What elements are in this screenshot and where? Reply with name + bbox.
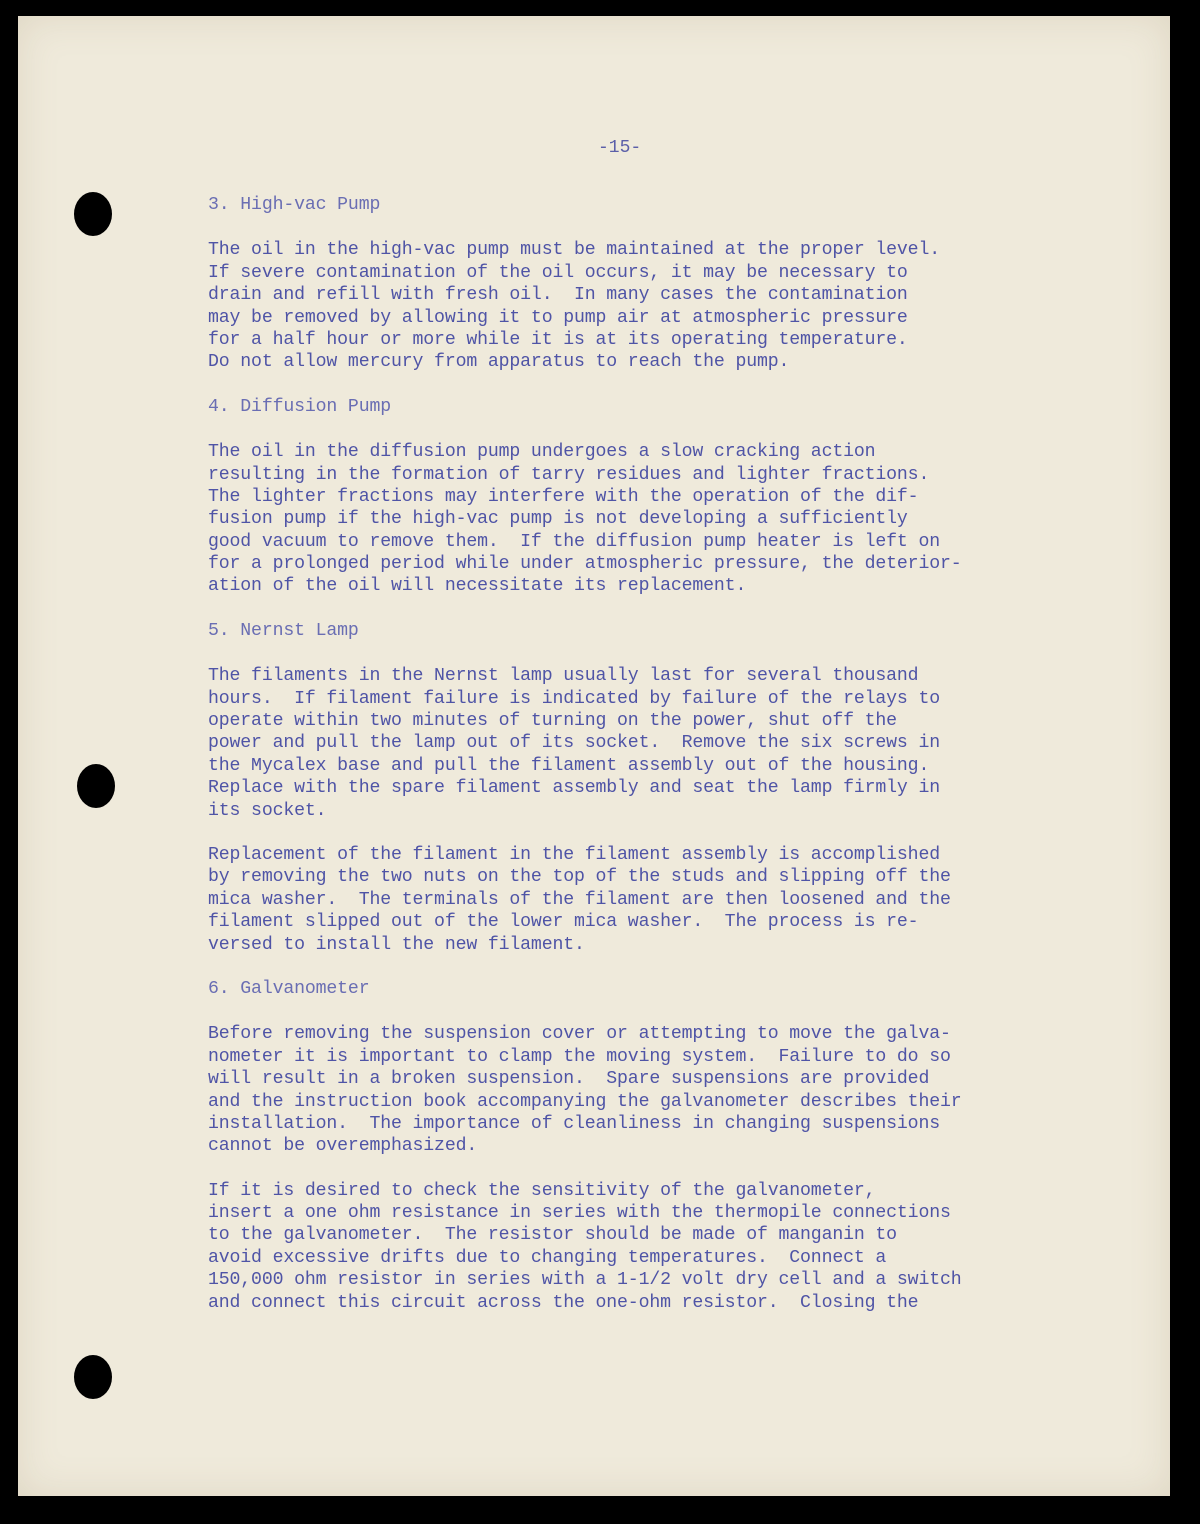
paragraph: [208, 239, 1028, 373]
text-line: insert a one ohm resistance in series with the thermopile connections: [208, 1203, 951, 1224]
text-line: for a half hour or more while it is at its operating temperature.: [208, 329, 908, 350]
text-line: nometer it is important to clamp the moving system. Failure to do so: [208, 1046, 951, 1067]
text-line: to the galvanometer. The resistor should be made of manganin to: [208, 1225, 897, 1246]
text-line: versed to install the new filament.: [208, 934, 585, 955]
text-line: drain and refill with fresh oil. In many cases the contamination: [208, 285, 908, 306]
section-heading: 3. High-vac Pump: [208, 195, 381, 215]
text-line: installation. The importance of cleanliness in changing suspensions: [208, 1113, 940, 1134]
paragraph: [208, 441, 1028, 598]
page-number: -15-: [598, 138, 642, 158]
section-diffusion-pump: [208, 396, 1028, 598]
document-body: [208, 194, 1028, 1314]
text-line: The filaments in the Nernst lamp usually last for several thousand: [208, 666, 919, 687]
paragraph: [208, 665, 1028, 822]
paragraph: [208, 1180, 1028, 1314]
text-line: resulting in the formation of tarry residues and lighter fractions.: [208, 464, 930, 485]
section-heading: 6. Galvanometer: [208, 978, 370, 999]
text-line: good vacuum to remove them. If the diffusion pump heater is left on: [208, 531, 940, 552]
text-line: Before removing the suspension cover or attempting to move the galva-: [208, 1024, 951, 1045]
text-line: The oil in the high-vac pump must be maintained at the proper level.: [208, 240, 940, 261]
document-page: [18, 16, 1170, 1496]
text-line: The oil in the diffusion pump undergoes a slow cracking action: [208, 442, 876, 463]
section-heading: 4. Diffusion Pump: [208, 396, 391, 417]
text-line: may be removed by allowing it to pump air at atmospheric pressure: [208, 307, 908, 328]
paragraph: [208, 844, 1028, 956]
text-line: The lighter fractions may interfere with the operation of the dif-: [208, 486, 919, 507]
text-line: fusion pump if the high-vac pump is not developing a sufficiently: [208, 509, 908, 530]
text-line: operate within two minutes of turning on the power, shut off the: [208, 711, 897, 732]
text-line: ation of the oil will necessitate its replacement.: [208, 576, 747, 597]
text-line: and connect this circuit across the one-ohm resistor. Closing the: [208, 1292, 919, 1313]
section-galvanometer: [208, 978, 1028, 1314]
text-line: filament slipped out of the lower mica washer. The process is re-: [208, 912, 919, 933]
punch-hole: [74, 192, 112, 236]
punch-hole: [77, 764, 115, 808]
section-heading: 5. Nernst Lamp: [208, 620, 359, 641]
text-line: If severe contamination of the oil occurs, it may be necessary to: [208, 262, 908, 283]
paragraph: [208, 1023, 1028, 1157]
text-line: Replacement of the filament in the filament assembly is accomplished: [208, 844, 940, 865]
text-line: for a prolonged period while under atmospheric pressure, the deterior-: [208, 554, 962, 575]
text-line: 150,000 ohm resistor in series with a 1-1/2 volt dry cell and a switch: [208, 1270, 962, 1291]
text-line: power and pull the lamp out of its socket. Remove the six screws in: [208, 733, 940, 754]
text-line: the Mycalex base and pull the filament assembly out of the housing.: [208, 755, 930, 776]
punch-hole: [74, 1355, 112, 1399]
text-line: Replace with the spare filament assembly and seat the lamp firmly in: [208, 778, 940, 799]
text-line: avoid excessive drifts due to changing temperatures. Connect a: [208, 1247, 887, 1268]
text-line: will result in a broken suspension. Spare suspensions are provided: [208, 1069, 930, 1090]
section-high-vac-pump: [208, 194, 1028, 374]
text-line: and the instruction book accompanying the galvanometer describes their: [208, 1091, 962, 1112]
text-line: cannot be overemphasized.: [208, 1136, 478, 1157]
text-line: hours. If filament failure is indicated by failure of the relays to: [208, 688, 940, 709]
section-nernst-lamp: [208, 620, 1028, 956]
text-line: mica washer. The terminals of the filament are then loosened and the: [208, 889, 951, 910]
text-line: Do not allow mercury from apparatus to reach the pump.: [208, 352, 790, 373]
text-line: its socket.: [208, 800, 327, 821]
text-line: If it is desired to check the sensitivity of the galvanometer,: [208, 1180, 876, 1201]
text-line: by removing the two nuts on the top of the studs and slipping off the: [208, 867, 951, 888]
